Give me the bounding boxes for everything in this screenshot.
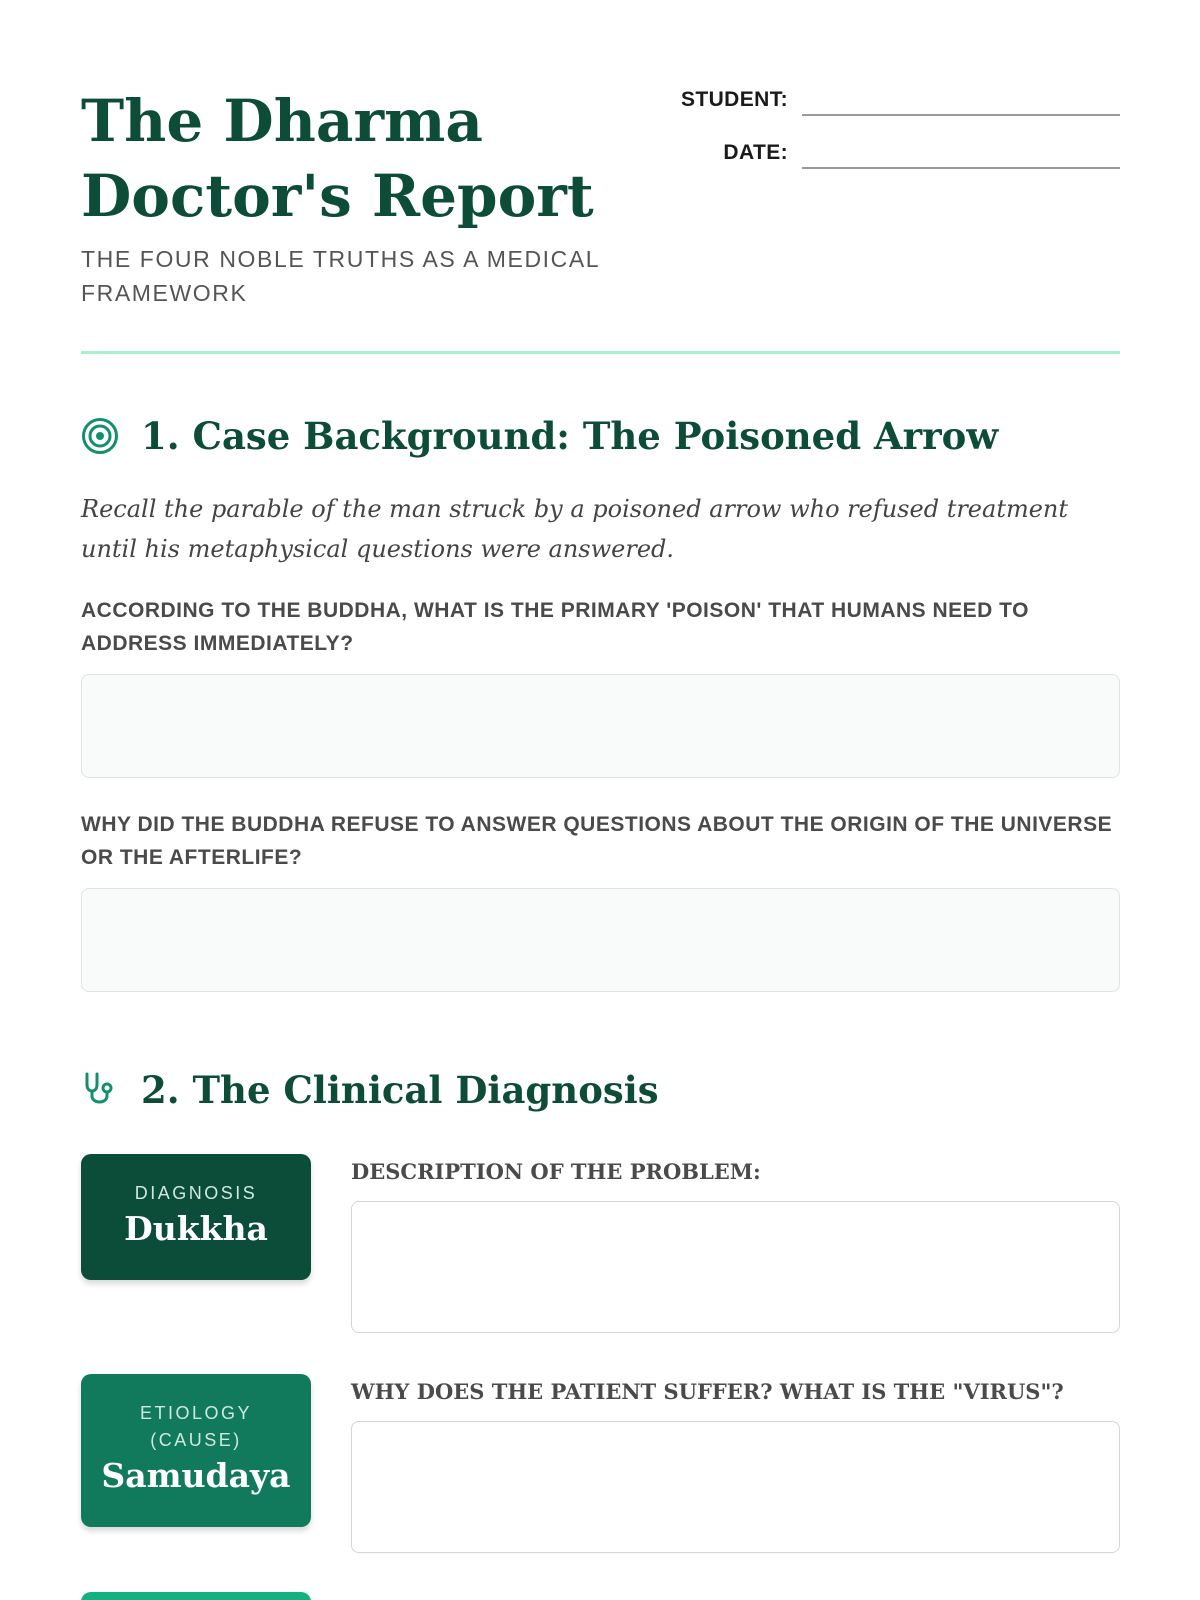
question-1-answer[interactable] [81, 674, 1120, 778]
page-title: The Dharma Doctor's Report [81, 87, 594, 230]
date-label: DATE: [723, 141, 788, 164]
question-2-answer[interactable] [81, 888, 1120, 992]
date-input-line[interactable] [802, 167, 1120, 169]
question-2-label: WHY DID THE BUDDHA REFUSE TO ANSWER QUESTIONS ABOUT THE ORIGIN OF THE UNIVERSE OR THE AFTERLIFE? [81, 813, 1113, 869]
question-1-label: ACCORDING TO THE BUDDHA, WHAT IS THE PRIMARY 'POISON' THAT HUMANS NEED TO ADDRESS IMMEDIATELY? [81, 599, 1029, 655]
diagnosis-kicker: DIAGNOSIS [134, 1183, 258, 1203]
etiology-term: Samudaya [101, 1456, 291, 1495]
header-divider [81, 351, 1120, 354]
section-2-heading [81, 1065, 1120, 1115]
section-1-heading [81, 411, 1120, 461]
etiology-prompt: WHY DOES THE PATIENT SUFFER? WHAT IS THE "VIRUS"? [351, 1379, 1064, 1404]
target-icon [81, 417, 119, 455]
next-card [81, 1592, 311, 1600]
student-input-line[interactable] [802, 114, 1120, 116]
etiology-answer[interactable] [351, 1421, 1120, 1553]
diagnosis-term: Dukkha [124, 1209, 268, 1248]
etiology-card [81, 1374, 311, 1527]
diagnosis-answer[interactable] [351, 1201, 1120, 1333]
section-2-title: 2. The Clinical Diagnosis [141, 1068, 659, 1112]
student-label: STUDENT: [680, 88, 788, 111]
section-1-title: 1. Case Background: The Poisoned Arrow [141, 414, 999, 458]
page-subtitle: THE FOUR NOBLE TRUTHS AS A MEDICAL FRAMEWORK [81, 246, 600, 306]
etiology-kicker: ETIOLOGY (CAUSE) [139, 1403, 253, 1450]
stethoscope-icon [81, 1071, 119, 1109]
diagnosis-prompt: DESCRIPTION OF THE PROBLEM: [351, 1159, 761, 1184]
student-field [600, 86, 1120, 122]
diagnosis-card [81, 1154, 311, 1280]
date-field [600, 139, 1120, 175]
section-1-intro: Recall the parable of the man struck by a poisoned arrow who refused treatment until his metaphysical questions were answered. [81, 495, 1069, 563]
